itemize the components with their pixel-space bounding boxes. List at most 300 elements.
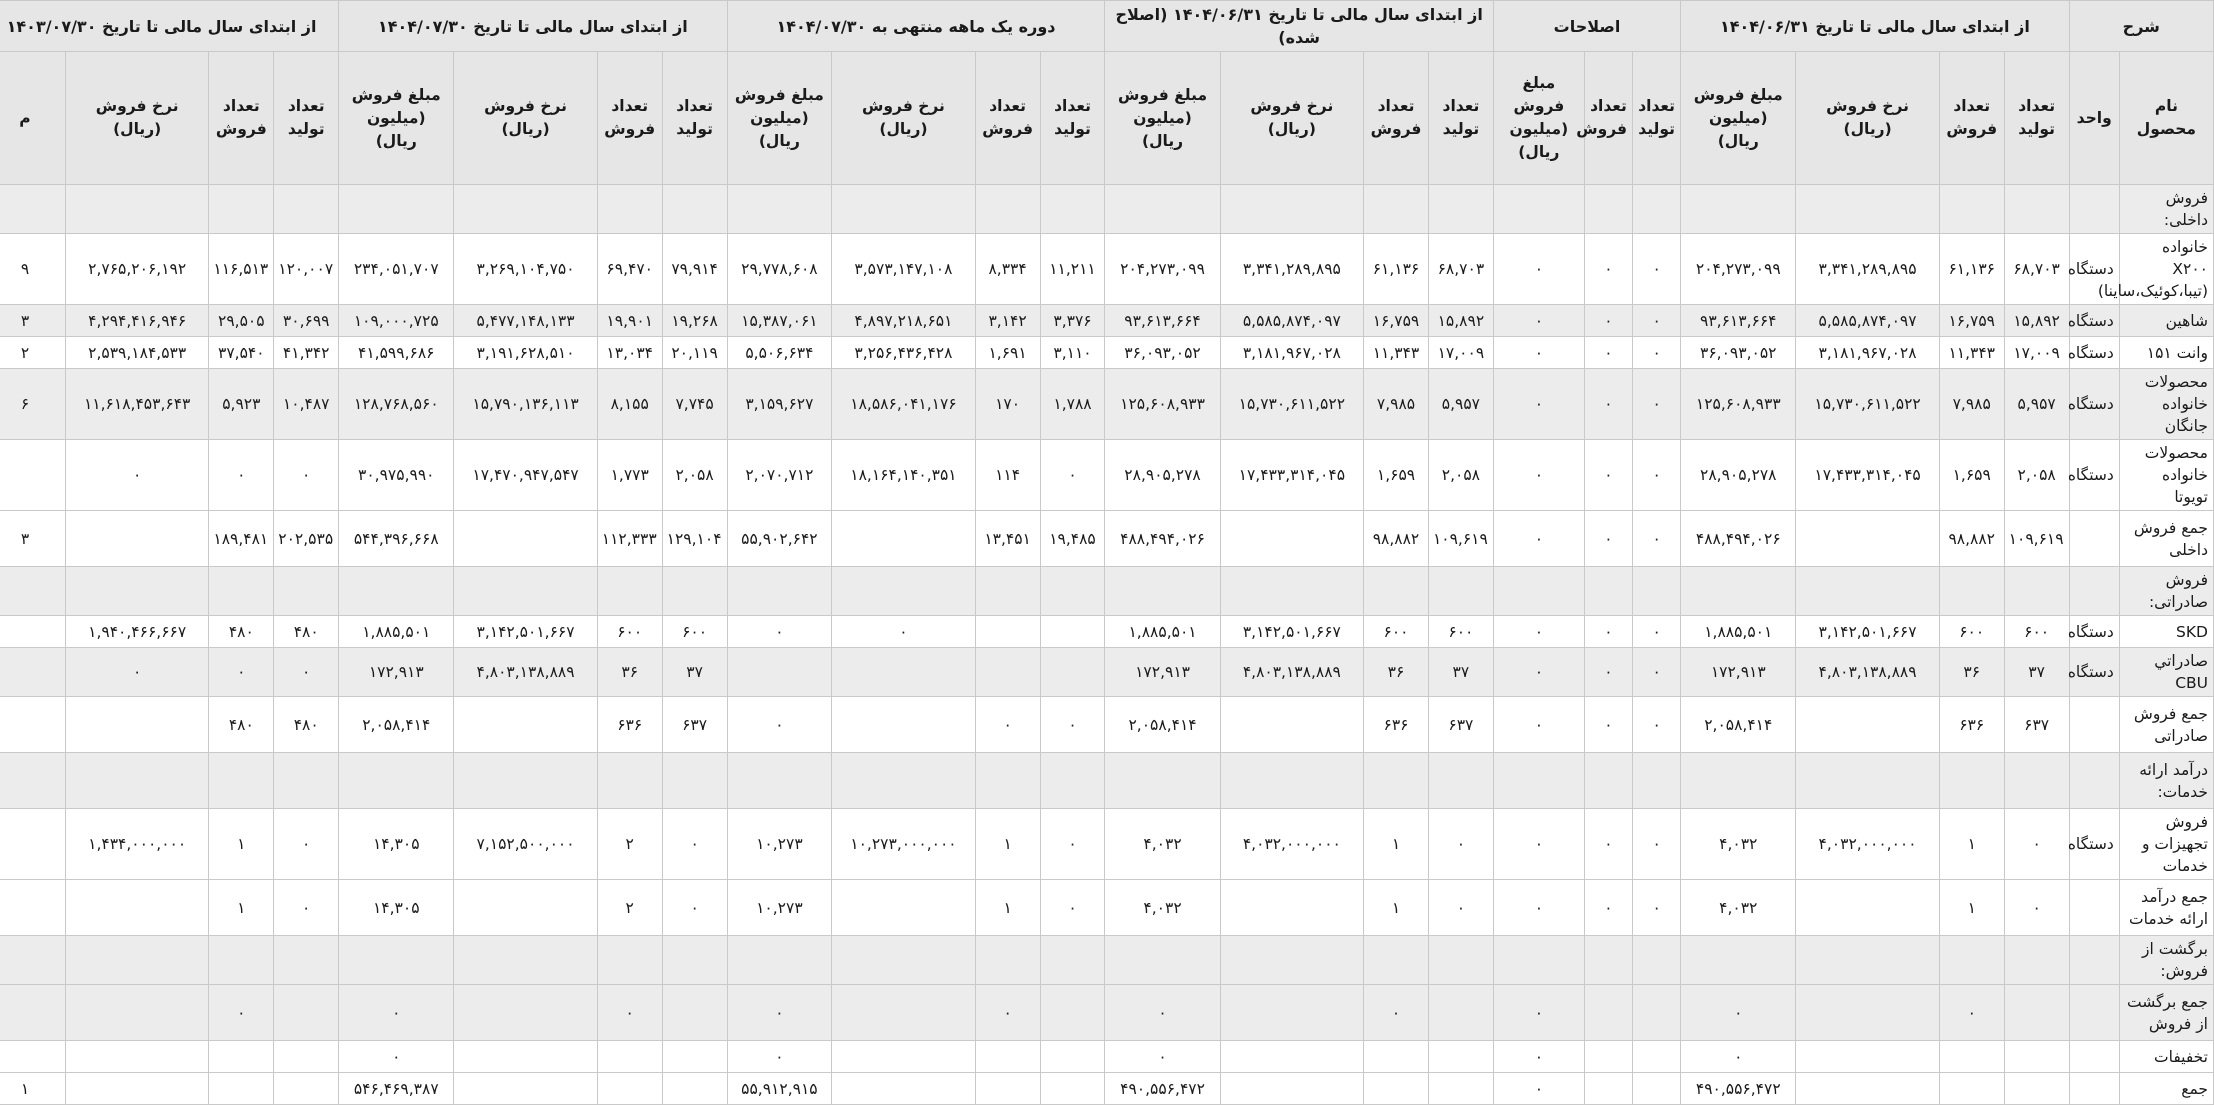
value-cell: ۱۰,۲۷۳ [727,880,832,936]
value-cell: ۱۲۸,۷۶۸,۵۶۰ [339,369,454,440]
unit-cell: دستگاه [2069,369,2119,440]
value-cell: ۰ [1584,305,1632,337]
value-cell: ۴,۰۳۲ [1105,880,1220,936]
value-cell [1428,1041,1493,1073]
value-cell: ۲۰,۱۱۹ [662,337,727,369]
value-cell: ۰ [1493,511,1584,567]
value-cell [454,936,597,985]
unit-cell [2069,185,2119,234]
value-cell [1364,567,1429,616]
value-cell: ۰ [1633,511,1681,567]
value-cell [1939,567,2004,616]
value-cell: ۷۹,۹۱۴ [662,234,727,305]
row-label: SKD [2119,616,2213,648]
value-cell [1428,1073,1493,1105]
value-cell: ۰ [1493,697,1584,753]
value-cell: ۰ [274,440,339,511]
value-cell: ۰ [1105,1041,1220,1073]
value-cell: ۰ [1584,809,1632,880]
value-cell: ۰ [1493,440,1584,511]
table-row [0,185,2214,234]
value-cell: ۳,۳۴۱,۲۸۹,۸۹۵ [1220,234,1363,305]
value-cell: ۳,۳۴۱,۲۸۹,۸۹۵ [1796,234,1939,305]
value-cell: ۰ [1493,1073,1584,1105]
unit-cell [2069,1073,2119,1105]
value-cell [0,753,65,809]
value-cell: ۰ [1493,1041,1584,1073]
value-cell: ۱۰,۴۸۷ [274,369,339,440]
value-cell: ۶۳۷ [1428,697,1493,753]
value-cell: ۱۴,۳۰۵ [339,880,454,936]
value-cell [832,880,975,936]
value-cell: ۱۳,۴۵۱ [975,511,1040,567]
value-cell: ۰ [1493,616,1584,648]
value-cell [274,567,339,616]
value-cell [1428,185,1493,234]
value-cell [65,567,208,616]
unit-cell [2069,985,2119,1041]
value-cell: ۳ [0,511,65,567]
value-cell: ۷,۹۸۵ [1364,369,1429,440]
value-cell [727,936,832,985]
value-cell [662,985,727,1041]
value-cell [1493,753,1584,809]
value-cell [0,985,65,1041]
value-cell [339,185,454,234]
value-cell: ۱ [1364,809,1429,880]
value-cell [1040,936,1105,985]
row-label: فروش تجهیزات و خدمات [2119,809,2213,880]
value-cell [2004,1041,2069,1073]
value-cell: ۰ [2004,809,2069,880]
value-cell: ۱۹,۴۸۵ [1040,511,1105,567]
value-cell [454,185,597,234]
value-cell: ۲,۰۵۸,۴۱۴ [1105,697,1220,753]
table-row [0,753,2214,809]
value-cell: ۱۷,۰۰۹ [2004,337,2069,369]
value-cell: ۰ [209,648,274,697]
value-cell [65,753,208,809]
value-cell [1584,1073,1632,1105]
value-cell: ۰ [1633,440,1681,511]
unit-cell: دستگاه [2069,616,2119,648]
value-cell [1105,185,1220,234]
value-cell: ۰ [662,880,727,936]
value-cell: ۰ [1633,305,1681,337]
value-cell [1939,1073,2004,1105]
value-cell: ۰ [1428,809,1493,880]
value-cell: ۱,۴۳۴,۰۰۰,۰۰۰ [65,809,208,880]
column-header: نام محصول [2119,52,2213,185]
unit-cell [2069,936,2119,985]
value-cell: ۲,۰۵۸,۴۱۴ [339,697,454,753]
value-cell: ۰ [1633,369,1681,440]
value-cell: ۳۰,۹۷۵,۹۹۰ [339,440,454,511]
value-cell [832,985,975,1041]
value-cell [0,616,65,648]
value-cell [1796,697,1939,753]
value-cell: ۶۳۶ [597,697,662,753]
value-cell [2004,185,2069,234]
value-cell: ۰ [2004,880,2069,936]
value-cell: ۲۰۴,۲۷۳,۰۹۹ [1105,234,1220,305]
value-cell: ۰ [1428,880,1493,936]
table-row [0,616,2214,648]
value-cell [65,185,208,234]
value-cell [209,567,274,616]
value-cell [832,567,975,616]
value-cell [832,1073,975,1105]
value-cell [975,1041,1040,1073]
column-header: تعداد تولید [1040,52,1105,185]
column-header: نرخ فروش (ریال) [832,52,975,185]
value-cell [1040,1041,1105,1073]
value-cell [274,753,339,809]
column-header: مبلغ فروش (میلیون ریال) [727,52,832,185]
value-cell [662,1073,727,1105]
column-header: تعداد فروش [1364,52,1429,185]
value-cell: ۶۹,۴۷۰ [597,234,662,305]
value-cell: ۰ [1584,697,1632,753]
value-cell [339,753,454,809]
column-header: تعداد فروش [975,52,1040,185]
value-cell: ۲,۰۵۸ [662,440,727,511]
value-cell: ۳ [0,305,65,337]
value-cell: ۰ [1493,305,1584,337]
value-cell [0,185,65,234]
row-label: شاهین [2119,305,2213,337]
value-cell: ۳,۱۵۹,۶۲۷ [727,369,832,440]
column-header: تعداد تولید [1428,52,1493,185]
value-cell: ۳۶ [597,648,662,697]
unit-cell [2069,697,2119,753]
value-cell: ۰ [339,1041,454,1073]
value-cell [209,1073,274,1105]
value-cell: ۰ [1681,985,1796,1041]
value-cell: ۶۳۷ [2004,697,2069,753]
value-cell [454,753,597,809]
value-cell: ۴۸۸,۴۹۴,۰۲۶ [1105,511,1220,567]
value-cell [727,648,832,697]
value-cell: ۰ [1493,880,1584,936]
table-row [0,697,2214,753]
value-cell [1220,185,1363,234]
value-cell: ۳,۲۶۹,۱۰۴,۷۵۰ [454,234,597,305]
value-cell [1220,880,1363,936]
value-cell: ۱ [975,880,1040,936]
value-cell [454,880,597,936]
value-cell: ۱۱۴ [975,440,1040,511]
value-cell: ۶۱,۱۳۶ [1939,234,2004,305]
unit-cell [2069,567,2119,616]
value-cell [975,936,1040,985]
table-row [0,936,2214,985]
value-cell: ۲ [597,880,662,936]
value-cell: ۰ [727,1041,832,1073]
value-cell [1939,1041,2004,1073]
group-header: از ابتدای سال مالی تا تاریخ ۱۴۰۴/۰۷/۳۰ [339,1,727,52]
value-cell [975,753,1040,809]
value-cell: ۲۰۴,۲۷۳,۰۹۹ [1681,234,1796,305]
value-cell: ۱۲۰,۰۰۷ [274,234,339,305]
value-cell [339,936,454,985]
value-cell: ۱۷۰ [975,369,1040,440]
value-cell: ۲۹,۷۷۸,۶۰۸ [727,234,832,305]
value-cell [209,185,274,234]
value-cell: ۰ [1105,985,1220,1041]
value-cell: ۱,۷۷۳ [597,440,662,511]
value-cell [1040,648,1105,697]
value-cell: ۱۹,۲۶۸ [662,305,727,337]
value-cell: ۴,۸۹۷,۲۱۸,۶۵۱ [832,305,975,337]
value-cell: ۶۳۷ [662,697,727,753]
value-cell [1633,753,1681,809]
value-cell [1220,753,1363,809]
value-cell: ۱۴,۳۰۵ [339,809,454,880]
group-header: از ابتدای سال مالی تا تاریخ ۱۴۰۳/۰۷/۳۰ [0,1,339,52]
value-cell: ۱۲۵,۶۰۸,۹۳۳ [1105,369,1220,440]
value-cell [2004,985,2069,1041]
value-cell: ۰ [274,880,339,936]
value-cell [1493,185,1584,234]
value-cell [727,185,832,234]
value-cell [1584,1041,1632,1073]
value-cell: ۶۰۰ [2004,616,2069,648]
row-label: صادراتي CBU [2119,648,2213,697]
value-cell: ۳,۱۴۲,۵۰۱,۶۶۷ [1220,616,1363,648]
value-cell: ۲ [597,809,662,880]
value-cell [1428,936,1493,985]
row-label: فروش داخلی: [2119,185,2213,234]
value-cell [662,567,727,616]
value-cell [1220,985,1363,1041]
value-cell: ۷,۹۸۵ [1939,369,2004,440]
value-cell [1796,753,1939,809]
value-cell [1040,616,1105,648]
value-cell: ۳۶ [1364,648,1429,697]
value-cell: ۱۵,۷۳۰,۶۱۱,۵۲۲ [1220,369,1363,440]
value-cell [274,1041,339,1073]
value-cell: ۵۵,۹۱۲,۹۱۵ [727,1073,832,1105]
value-cell [975,648,1040,697]
value-cell: ۴,۸۰۳,۱۳۸,۸۸۹ [1796,648,1939,697]
value-cell: ۰ [1584,511,1632,567]
unit-cell [2069,511,2119,567]
value-cell: ۰ [1939,985,2004,1041]
value-cell [2004,936,2069,985]
value-cell [65,985,208,1041]
value-cell: ۰ [1493,234,1584,305]
value-cell [597,1041,662,1073]
column-header: م [0,52,65,185]
value-cell: ۱۲۵,۶۰۸,۹۳۳ [1681,369,1796,440]
value-cell [1364,1073,1429,1105]
value-cell: ۱ [1364,880,1429,936]
column-header: تعداد فروش [1939,52,2004,185]
value-cell [454,567,597,616]
table-row [0,234,2214,305]
value-cell: ۲۹,۵۰۵ [209,305,274,337]
value-cell: ۲,۰۷۰,۷۱۲ [727,440,832,511]
column-header: واحد [2069,52,2119,185]
value-cell: ۰ [274,809,339,880]
value-cell [727,567,832,616]
value-cell [975,616,1040,648]
value-cell: ۰ [727,616,832,648]
unit-cell: دستگاه [2069,440,2119,511]
value-cell [1939,185,2004,234]
value-cell: ۱۰,۲۷۳ [727,809,832,880]
value-cell: ۳۷ [2004,648,2069,697]
value-cell: ۱۱,۶۱۸,۴۵۳,۶۴۳ [65,369,208,440]
value-cell [0,809,65,880]
row-label: محصولات خانواده تویوتا [2119,440,2213,511]
value-cell: ۲۰۲,۵۳۵ [274,511,339,567]
row-label: جمع فروش صادراتی [2119,697,2213,753]
value-cell: ۶۰۰ [662,616,727,648]
value-cell: ۵۴۴,۳۹۶,۶۶۸ [339,511,454,567]
value-cell: ۲,۰۵۸ [1428,440,1493,511]
table-row [0,648,2214,697]
value-cell: ۰ [209,440,274,511]
value-cell: ۱۱۲,۳۳۳ [597,511,662,567]
value-cell [1220,1041,1363,1073]
value-cell: ۵۵,۹۰۲,۶۴۲ [727,511,832,567]
value-cell: ۰ [274,648,339,697]
value-cell [65,936,208,985]
value-cell: ۳,۱۹۱,۶۲۸,۵۱۰ [454,337,597,369]
value-cell: ۰ [1040,440,1105,511]
value-cell [274,936,339,985]
value-cell: ۰ [1584,440,1632,511]
value-cell [0,440,65,511]
column-header: تعداد فروش [209,52,274,185]
value-cell [2004,1073,2069,1105]
value-cell: ۹۳,۶۱۳,۶۶۴ [1681,305,1796,337]
value-cell: ۴۹۰,۵۵۶,۴۷۲ [1681,1073,1796,1105]
value-cell [1796,880,1939,936]
value-cell [0,880,65,936]
value-cell: ۴۸۸,۴۹۴,۰۲۶ [1681,511,1796,567]
value-cell [1796,1073,1939,1105]
value-cell: ۵۴۶,۴۶۹,۳۸۷ [339,1073,454,1105]
value-cell [454,1041,597,1073]
value-cell: ۰ [1493,985,1584,1041]
column-header: تعداد تولید [1633,52,1681,185]
column-header: تعداد فروش [597,52,662,185]
group-header: از ابتدای سال مالی تا تاریخ ۱۴۰۴/۰۶/۳۱ (اصلاح شده) [1105,1,1493,52]
value-cell [1493,936,1584,985]
value-cell: ۱,۶۵۹ [1364,440,1429,511]
value-cell [0,1041,65,1073]
column-header: مبلغ فروش (میلیون ریال) [339,52,454,185]
value-cell: ۱۵,۷۳۰,۶۱۱,۵۲۲ [1796,369,1939,440]
value-cell: ۰ [975,985,1040,1041]
value-cell: ۱۶,۷۵۹ [1939,305,2004,337]
value-cell [339,567,454,616]
value-cell: ۹۸,۸۸۲ [1364,511,1429,567]
value-cell: ۴۱,۳۴۲ [274,337,339,369]
value-cell [1040,567,1105,616]
value-cell [1040,185,1105,234]
table-row [0,809,2214,880]
value-cell: ۱۱,۲۱۱ [1040,234,1105,305]
table-row [0,369,2214,440]
value-cell: ۷,۷۴۵ [662,369,727,440]
row-label: خانواده X۲۰۰ (تیبا،کوئیک،ساینا) [2119,234,2213,305]
value-cell: ۱۶,۷۵۹ [1364,305,1429,337]
value-cell [274,185,339,234]
group-header: شرح [2069,1,2213,52]
value-cell: ۰ [1584,369,1632,440]
value-cell [1681,185,1796,234]
row-label: برگشت از فروش: [2119,936,2213,985]
value-cell: ۰ [597,985,662,1041]
value-cell: ۰ [662,809,727,880]
value-cell: ۰ [1681,1041,1796,1073]
value-cell [1040,753,1105,809]
value-cell: ۳,۱۸۱,۹۶۷,۰۲۸ [1796,337,1939,369]
value-cell: ۳۷ [1428,648,1493,697]
value-cell [1681,936,1796,985]
value-cell [597,185,662,234]
value-cell: ۱۷,۰۰۹ [1428,337,1493,369]
value-cell [1428,567,1493,616]
value-cell: ۲ [0,337,65,369]
value-cell: ۰ [339,985,454,1041]
value-cell: ۱,۸۸۵,۵۰۱ [339,616,454,648]
value-cell: ۰ [975,697,1040,753]
value-cell: ۷,۱۵۲,۵۰۰,۰۰۰ [454,809,597,880]
value-cell: ۳,۱۴۲ [975,305,1040,337]
value-cell: ۴,۰۳۲,۰۰۰,۰۰۰ [1220,809,1363,880]
value-cell [1040,1073,1105,1105]
column-header: نرخ فروش (ریال) [454,52,597,185]
header-group-row [0,1,2214,52]
value-cell: ۰ [1493,369,1584,440]
value-cell: ۱,۸۸۵,۵۰۱ [1681,616,1796,648]
value-cell: ۹۳,۶۱۳,۶۶۴ [1105,305,1220,337]
value-cell [1584,185,1632,234]
row-label: وانت ۱۵۱ [2119,337,2213,369]
value-cell [832,936,975,985]
value-cell [65,880,208,936]
value-cell: ۱ [1939,809,2004,880]
value-cell: ۳۶,۰۹۳,۰۵۲ [1105,337,1220,369]
value-cell [662,753,727,809]
value-cell: ۲,۰۵۸,۴۱۴ [1681,697,1796,753]
value-cell: ۰ [727,985,832,1041]
table-row [0,985,2214,1041]
value-cell: ۱ [975,809,1040,880]
value-cell: ۰ [1633,337,1681,369]
value-cell [1584,567,1632,616]
value-cell: ۳۷,۵۴۰ [209,337,274,369]
value-cell: ۱۰,۲۷۳,۰۰۰,۰۰۰ [832,809,975,880]
value-cell: ۱۵,۷۹۰,۱۳۶,۱۱۳ [454,369,597,440]
value-cell [1428,985,1493,1041]
value-cell: ۱,۷۸۸ [1040,369,1105,440]
value-cell [1040,985,1105,1041]
value-cell [65,697,208,753]
value-cell [274,1073,339,1105]
value-cell: ۶۸,۷۰۳ [1428,234,1493,305]
row-label: جمع [2119,1073,2213,1105]
value-cell: ۶۱,۱۳۶ [1364,234,1429,305]
value-cell [1584,985,1632,1041]
value-cell: ۳,۱۴۲,۵۰۱,۶۶۷ [454,616,597,648]
value-cell: ۱۵,۳۸۷,۰۶۱ [727,305,832,337]
